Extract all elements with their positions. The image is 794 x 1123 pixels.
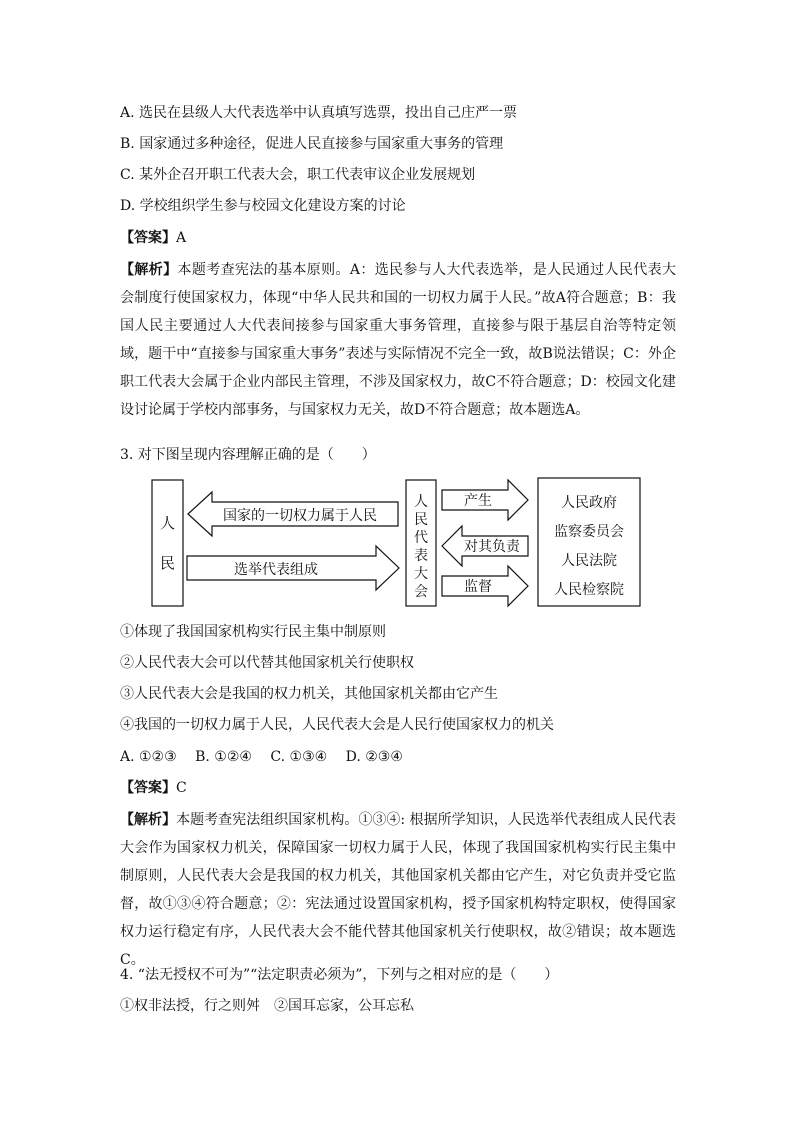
- analysis-paragraph-3: [120, 806, 676, 974]
- arrow-responsible-label: 对其负责: [464, 539, 520, 555]
- people-box: [152, 480, 183, 606]
- analysis-text-3: 本题考查宪法组织国家机构。①③④: 根据所学知识，人民选举代表组成人民代表大会作为国家权力机关，保障国家一切权力属于人民，体现了我国国家机构实行民主集中制原则，人民代表大会是我国的权力机关，其他国家机关都由它产生，对它负责并受它监督，故①③④符合题意；②：宪法通过设置国家机构，授予国家机构特定职权，使得国家权力运行稳定有序，人民代表大会不能代替其他国家机关行使职权，故②错误；故本题选C。: [120, 812, 677, 968]
- congress-char-4: 表: [414, 548, 428, 564]
- people-char-2: 民: [159, 554, 176, 572]
- answer-value: A: [176, 230, 187, 246]
- congress-char-6: 会: [414, 584, 428, 600]
- arrow-produce-label: 产生: [464, 493, 492, 509]
- analysis-tag-3: 【解析】: [120, 812, 177, 828]
- statement-1: ①体现了我国国家机构实行民主集中制原则: [120, 624, 386, 640]
- organ-procuratorate: 人民检察院: [554, 582, 624, 598]
- question-4-statements: ①权非法授，行之则舛 ②国耳忘家，公耳忘私: [120, 998, 414, 1014]
- option-c: C. 某外企召开职工代表大会，职工代表审议企业发展规划: [120, 167, 476, 183]
- answer-value-3: C: [176, 780, 187, 796]
- statement-4: ④我国的一切权力属于人民，人民代表大会是人民行使国家权力的机关: [120, 717, 554, 733]
- arrow-supervise-label: 监督: [464, 579, 492, 595]
- organ-supervisory-commission: 监察委员会: [554, 524, 624, 540]
- option-a: A. 选民在县级人大代表选举中认真填写选票，投出自己庄严一票: [120, 105, 518, 121]
- organ-court: 人民法院: [561, 553, 617, 569]
- people-char-1: 人: [159, 514, 176, 532]
- congress-char-1: 人: [414, 494, 428, 510]
- analysis-text: 本题考查宪法的基本原则。A：选民参与人大代表选举，是人民通过人民代表大会制度行使国家权力，体现“中华人民共和国的一切权力属于人民。”故A符合题意；B：我国人民主要通过人大代表间接参与国家重大事务管理，直接参与限于基层自治等特定领域，题干中“直接参与国家重大事务”表述与实际情况不完全一致，故B说法错误；C：外企职工代表大会属于企业内部民主管理，不涉及国家权力，故C不符合题意；D：校园文化建设讨论属于学校内部事务，与国家权力无关，故D不符合题意；故本题选A。: [120, 262, 677, 418]
- statement-3: ③人民代表大会是我国的权力机关，其他国家机关都由它产生: [120, 686, 498, 702]
- question-3-stem: 3. 对下图呈现内容理解正确的是（ ）: [120, 447, 376, 463]
- answer-tag: 【答案】: [120, 230, 176, 246]
- arrow-top-label: 国家的一切权力属于人民: [223, 508, 377, 524]
- analysis-paragraph: [120, 256, 676, 424]
- arrow-bottom-label: 选举代表组成: [234, 562, 318, 578]
- answer-line: [120, 227, 186, 249]
- congress-char-2: 民: [414, 512, 428, 528]
- analysis-tag: 【解析】: [120, 262, 178, 278]
- option-d: D. 学校组织学生参与校园文化建设方案的讨论: [120, 198, 406, 214]
- choices-line: A. ①②③ B. ①②④ C. ①③④ D. ②③④: [120, 749, 403, 765]
- statement-2: ②人民代表大会可以代替其他国家机关行使职权: [120, 655, 414, 671]
- state-structure-diagram: [150, 476, 642, 610]
- question-4-stem: 4. “法无授权不可为”“法定职责必须为”，下列与之相对应的是（ ）: [120, 967, 559, 983]
- organ-government: 人民政府: [561, 495, 617, 511]
- answer-line-3: [120, 777, 187, 799]
- option-b: B. 国家通过多种途径，促进人民直接参与国家重大事务的管理: [120, 136, 504, 152]
- congress-char-3: 代: [414, 530, 428, 546]
- answer-tag-3: 【答案】: [120, 780, 176, 796]
- congress-char-5: 大: [414, 566, 428, 582]
